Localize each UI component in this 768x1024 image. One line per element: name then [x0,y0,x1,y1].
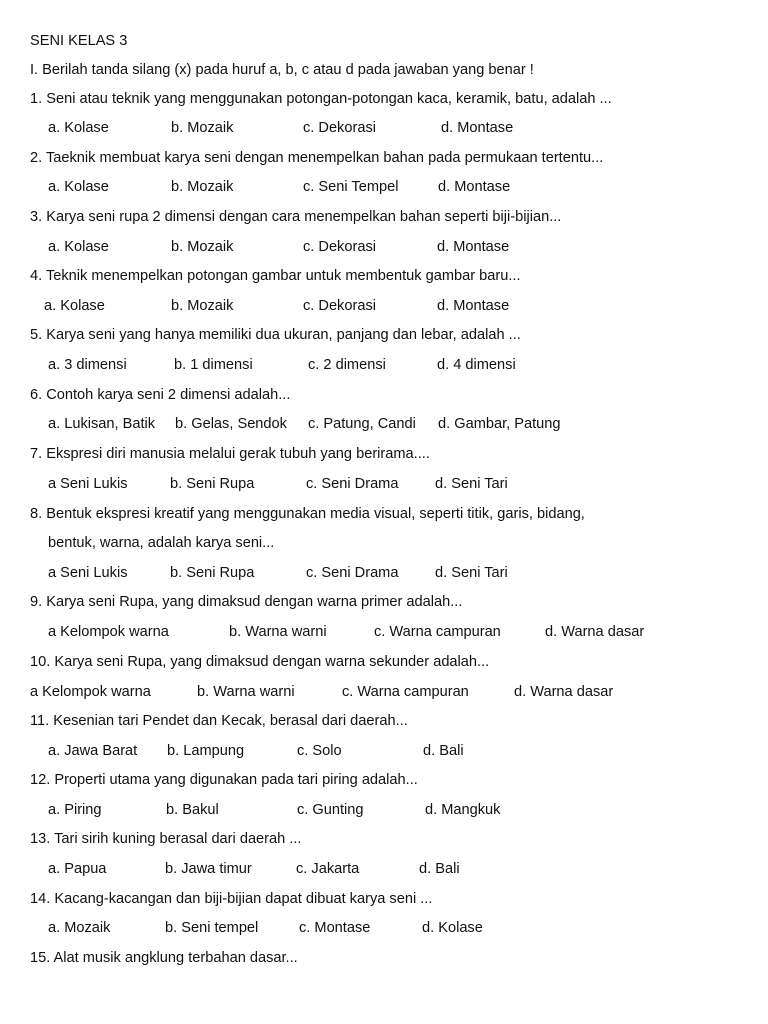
question-12: 12. Properti utama yang digunakan pada tari piring adalah... [30,772,418,788]
option-d: d. Montase [437,298,510,314]
option-d: d. Bali [423,743,464,759]
option-a: a. Kolase [48,120,109,136]
option-b: b. Mozaik [171,239,234,255]
option-b: b. Warna warni [229,624,327,640]
question-13: 13. Tari sirih kuning berasal dari daerah ... [30,831,302,847]
option-b: b. 1 dimensi [174,357,253,373]
option-a: a. 3 dimensi [48,357,127,373]
option-a: a. Papua [48,861,107,877]
option-c: c. Dekorasi [303,120,376,136]
option-a: a Seni Lukis [48,476,128,492]
question-11: 11. Kesenian tari Pendet dan Kecak, berasal dari daerah... [30,713,408,729]
option-b: b. Mozaik [171,298,234,314]
question-7: 7. Ekspresi diri manusia melalui gerak tubuh yang berirama.... [30,446,430,462]
option-d: d. Gambar, Patung [438,416,561,432]
question-6: 6. Contoh karya seni 2 dimensi adalah... [30,387,291,403]
option-d: d. Kolase [422,920,483,936]
option-b: b. Warna warni [197,684,295,700]
option-c: c. Dekorasi [303,298,376,314]
option-a: a. Lukisan, Batik [48,416,156,432]
question-14: 14. Kacang-kacangan dan biji-bijian dapat dibuat karya seni ... [30,891,433,907]
option-b: b. Gelas, Sendok [175,416,287,432]
option-b: b. Mozaik [171,120,234,136]
option-b: b. Seni Rupa [170,476,255,492]
option-c: c. Warna campuran [374,624,501,640]
option-c: c. Warna campuran [342,684,469,700]
question-15: 15. Alat musik angklung terbahan dasar... [30,950,298,966]
option-b: b. Lampung [167,743,245,759]
option-a: a Kelompok warna [48,624,169,640]
option-d: d. Warna dasar [545,624,645,640]
instruction: I. Berilah tanda silang (x) pada huruf a, b, c atau d pada jawaban yang benar ! [30,62,534,78]
option-c: c. Montase [299,920,371,936]
option-c: c. Dekorasi [303,239,376,255]
option-c: c. Seni Tempel [303,179,399,195]
option-c: c. Solo [297,743,342,759]
option-d: d. Seni Tari [435,476,508,492]
document-title: SENI KELAS 3 [30,33,128,49]
option-a: a Seni Lukis [48,565,128,581]
option-d: d. Montase [437,239,510,255]
option-a: a Kelompok warna [30,684,151,700]
option-a: a. Piring [48,802,102,818]
option-a: a. Kolase [44,298,105,314]
option-a: a. Kolase [48,239,109,255]
option-d: d. Montase [438,179,511,195]
option-c: c. Seni Drama [306,476,399,492]
question-3: 3. Karya seni rupa 2 dimensi dengan cara menempelkan bahan seperti biji-bijian... [30,209,562,225]
option-b: b. Jawa timur [165,861,252,877]
question-5: 5. Karya seni yang hanya memiliki dua ukuran, panjang dan lebar, adalah ... [30,327,521,343]
question-8-continuation: bentuk, warna, adalah karya seni... [48,535,275,551]
option-c: c. Seni Drama [306,565,399,581]
option-d: d. Bali [419,861,460,877]
question-10: 10. Karya seni Rupa, yang dimaksud dengan warna sekunder adalah... [30,654,490,670]
option-d: d. Montase [441,120,514,136]
option-a: a. Kolase [48,179,109,195]
option-b: b. Bakul [166,802,219,818]
question-8: 8. Bentuk ekspresi kreatif yang menggunakan media visual, seperti titik, garis, bidang, [30,506,585,522]
option-b: b. Mozaik [171,179,234,195]
option-d: d. Mangkuk [425,802,501,818]
option-c: c. Jakarta [296,861,360,877]
option-c: c. Patung, Candi [308,416,416,432]
option-d: d. Warna dasar [514,684,614,700]
option-d: d. Seni Tari [435,565,508,581]
question-9: 9. Karya seni Rupa, yang dimaksud dengan warna primer adalah... [30,594,463,610]
option-b: b. Seni tempel [165,920,259,936]
option-d: d. 4 dimensi [437,357,516,373]
option-c: c. Gunting [297,802,364,818]
option-c: c. 2 dimensi [308,357,386,373]
question-1: 1. Seni atau teknik yang menggunakan potongan-potongan kaca, keramik, batu, adalah ... [30,91,612,107]
option-a: a. Mozaik [48,920,111,936]
option-b: b. Seni Rupa [170,565,255,581]
option-a: a. Jawa Barat [48,743,138,759]
question-2: 2. Taeknik membuat karya seni dengan menempelkan bahan pada permukaan tertentu... [30,150,604,166]
question-4: 4. Teknik menempelkan potongan gambar untuk membentuk gambar baru... [30,268,521,284]
